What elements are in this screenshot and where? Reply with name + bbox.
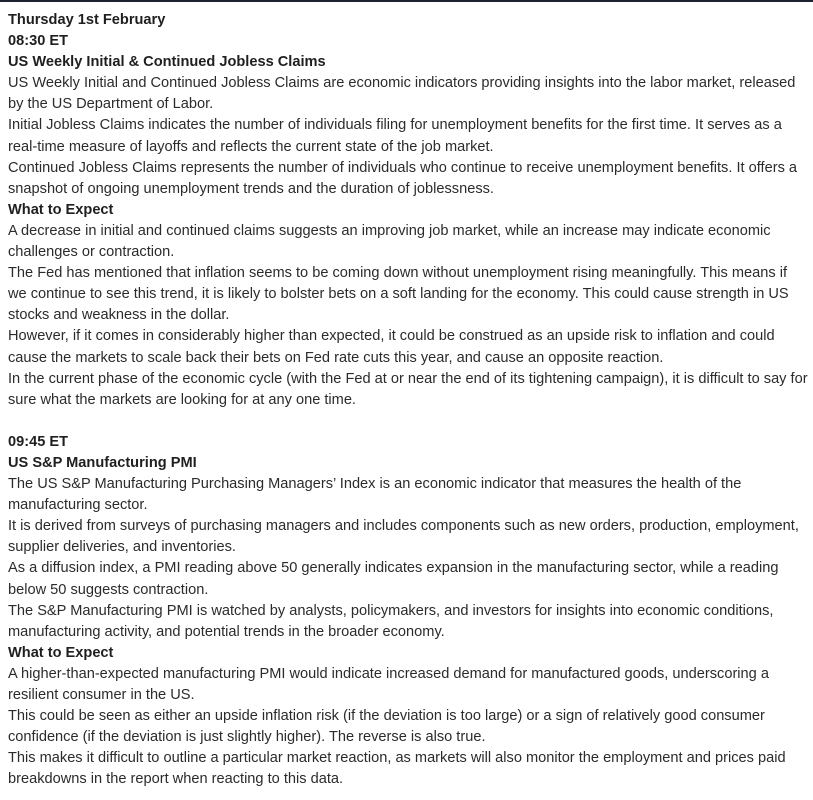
paragraph: Initial Jobless Claims indicates the number of individuals filing for unemployment benefits for the first time. It serves as a real-time measure of layoffs and reflects the current state of the job market. xyxy=(8,117,782,155)
date-heading: Thursday 1st February xyxy=(8,12,166,28)
top-border xyxy=(0,0,813,2)
paragraph: A higher-than-expected manufacturing PMI would indicate increased demand for manufactured goods, underscoring a resilient consumer in the US. xyxy=(8,665,769,703)
paragraph: It is derived from surveys of purchasing managers and includes components such as new orders, production, employment, supplier deliveries, and inventories. xyxy=(8,518,799,556)
paragraph: This could be seen as either an upside inflation risk (if the deviation is too large) or a sign of relatively good consumer confidence (if the deviation is just slightly higher). The reverse is also true. xyxy=(8,708,765,746)
economic-calendar-article xyxy=(8,10,808,790)
event-title: US Weekly Initial & Continued Jobless Claims xyxy=(8,54,326,71)
paragraph: The S&P Manufacturing PMI is watched by analysts, policymakers, and investors for insights into economic conditions, manufacturing activity, and potential trends in the broader economy. xyxy=(8,602,774,640)
paragraph: As a diffusion index, a PMI reading above 50 generally indicates expansion in the manufacturing sector, while a reading below 50 suggests contraction. xyxy=(8,560,779,598)
paragraph: However, if it comes in considerably higher than expected, it could be construed as an upside risk to inflation and could cause the markets to scale back their bets on Fed rate cuts this year, and cause an opposite reaction. xyxy=(8,328,775,366)
paragraph: Continued Jobless Claims represents the number of individuals who continue to receive unemployment benefits. It offers a snapshot of ongoing unemployment trends and the duration of joblessness. xyxy=(8,159,798,197)
paragraph: The Fed has mentioned that inflation seems to be coming down without unemployment rising meaningfully. This means if we continue to see this trend, it is likely to bolster bets on a soft landing for the economy. This could cause strength in US stocks and weakness in the dollar. xyxy=(8,265,789,324)
event-jobless-claims xyxy=(8,31,808,411)
event-time: 09:45 ET xyxy=(8,433,69,450)
section-spacer xyxy=(8,411,808,432)
event-title: US S&P Manufacturing PMI xyxy=(8,454,197,471)
paragraph: A decrease in initial and continued claims suggests an improving job market, while an increase may indicate economic challenges or contraction. xyxy=(8,222,771,261)
event-manufacturing-pmi xyxy=(8,432,808,791)
what-to-expect-heading: What to Expect xyxy=(8,201,114,218)
what-to-expect-heading: What to Expect xyxy=(8,644,114,661)
paragraph: US Weekly Initial and Continued Jobless Claims are economic indicators providing insights into the labor market, released by the US Department of Labor. xyxy=(8,75,796,113)
paragraph: In the current phase of the economic cycle (with the Fed at or near the end of its tightening campaign), it is difficult to say for sure what the markets are looking for at any one time. xyxy=(8,370,808,408)
paragraph: The US S&P Manufacturing Purchasing Managers’ Index is an economic indicator that measures the health of the manufacturing sector. xyxy=(8,476,742,514)
paragraph: This makes it difficult to outline a particular market reaction, as markets will also monitor the employment and prices paid breakdowns in the report when reacting to this data. xyxy=(8,750,786,788)
event-time: 08:30 ET xyxy=(8,33,69,50)
